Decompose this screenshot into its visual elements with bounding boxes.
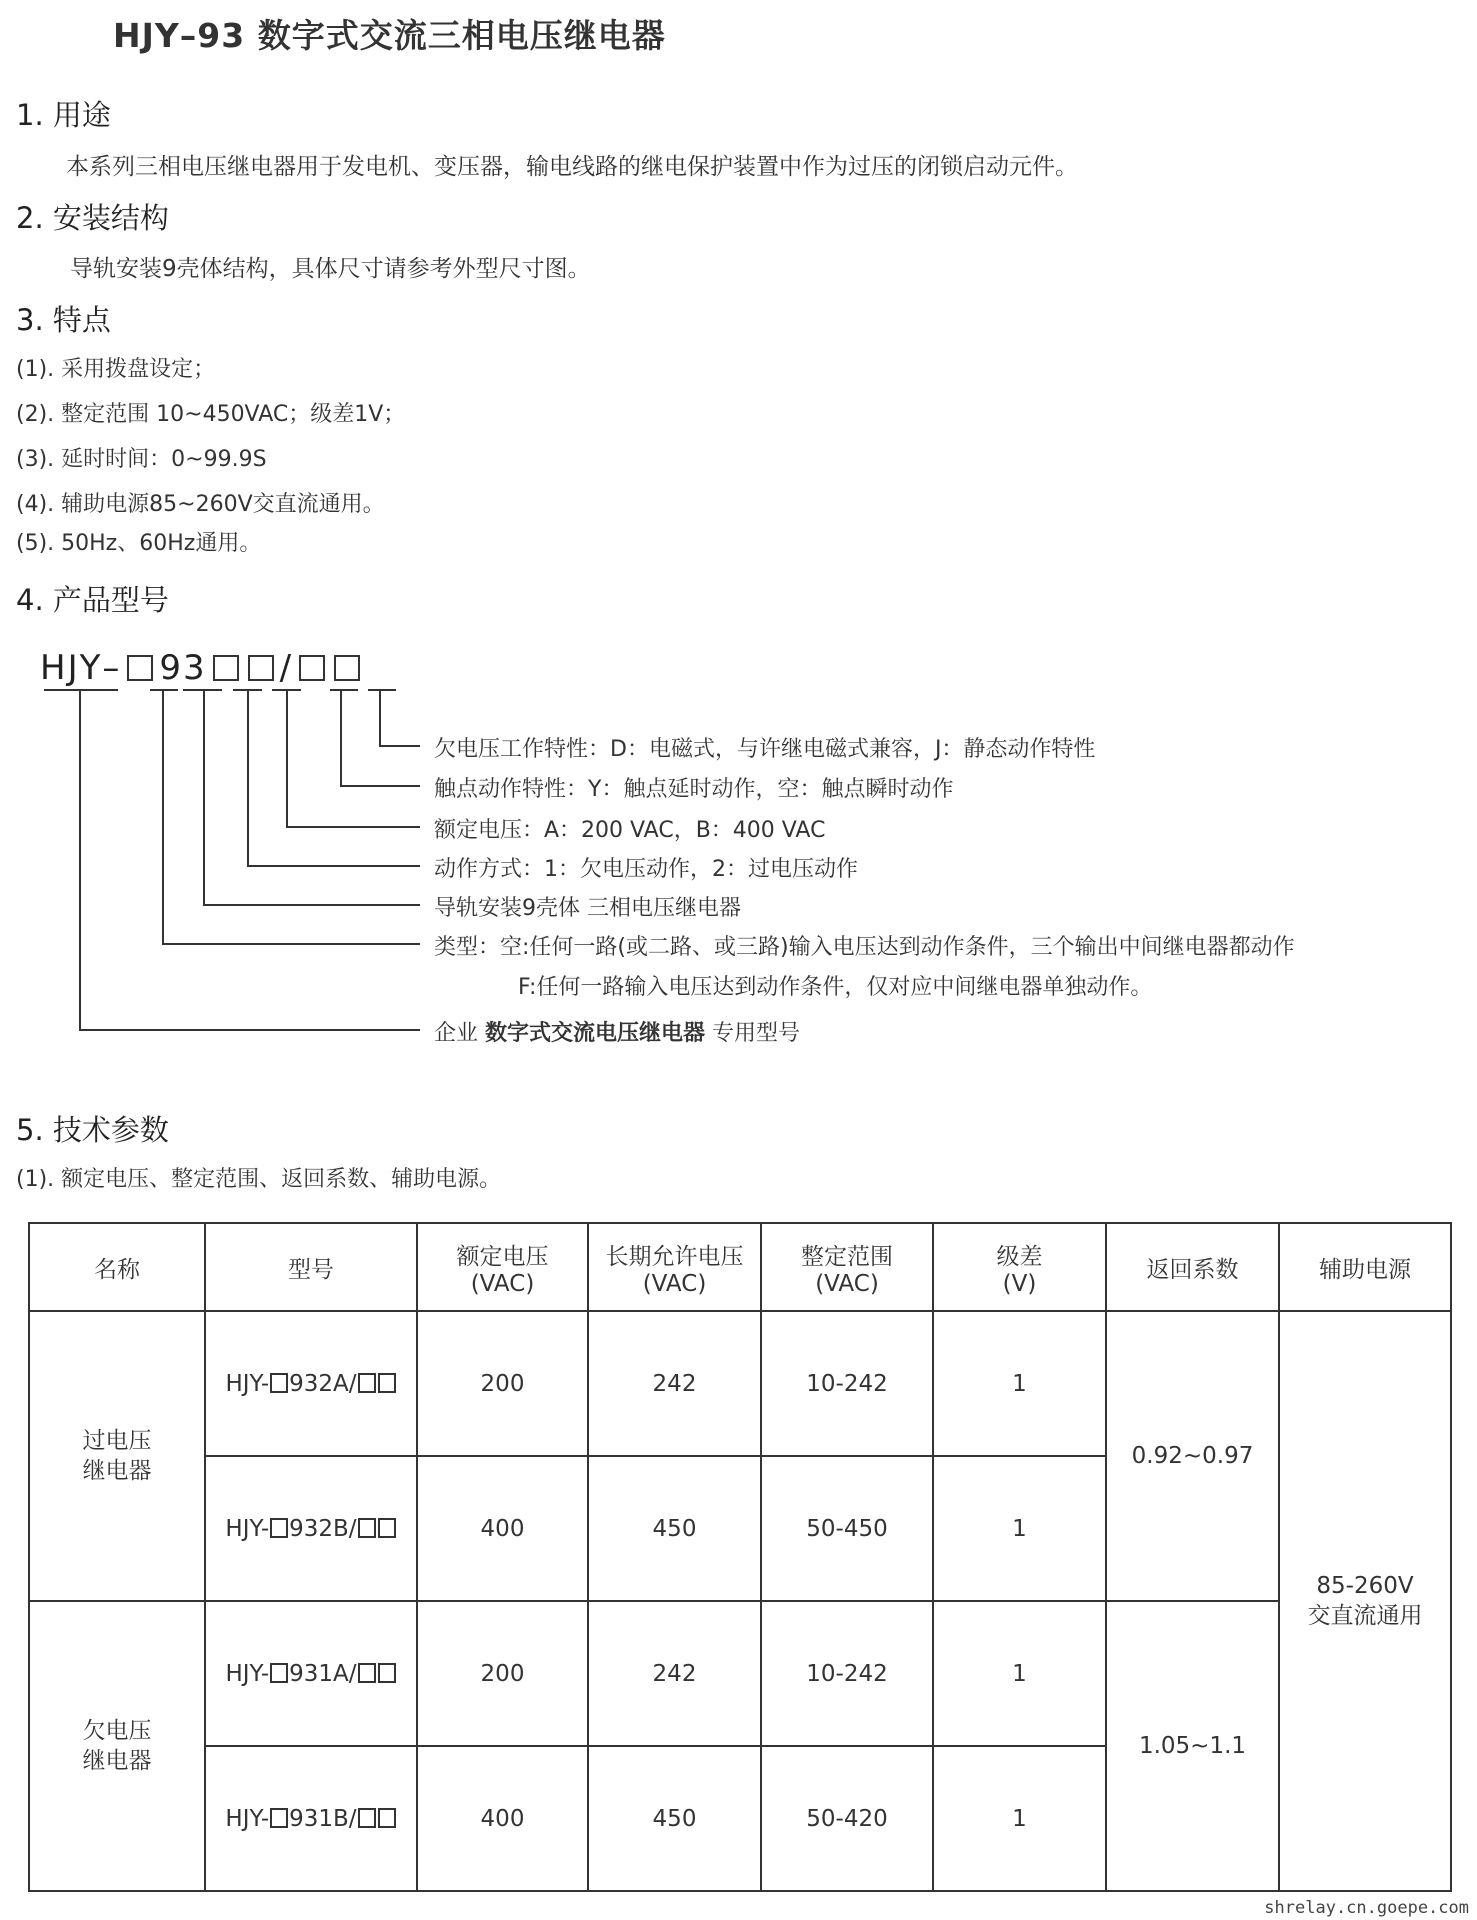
model-box — [358, 1808, 376, 1828]
th-allow-l2: (VAC) — [642, 1270, 707, 1297]
model-box — [270, 1373, 288, 1393]
th-allow-l1: 长期允许电压 — [605, 1243, 744, 1270]
feature-item: (1). 采用拨盘设定； — [16, 357, 216, 382]
model-mid: 932B/ — [289, 1515, 357, 1542]
leader-prefix — [80, 690, 420, 1030]
group-name-l1: 欠电压 — [82, 1718, 152, 1744]
model-box — [358, 1518, 376, 1538]
cell-allow: 242 — [588, 1311, 761, 1456]
watermark: shrelay.cn.goepe.com — [1264, 1898, 1469, 1918]
th-step — [933, 1223, 1106, 1311]
cell-return-over: 0.92~0.97 — [1106, 1311, 1279, 1601]
model-box — [270, 1808, 288, 1828]
feature-item: (3). 延时时间：0~99.9S — [16, 447, 267, 472]
cell-model — [205, 1456, 417, 1601]
cell-allow: 450 — [588, 1456, 761, 1601]
model-prefix: HJY- — [225, 1805, 270, 1832]
section-4-heading: 4. 产品型号 — [16, 583, 169, 617]
model-box — [270, 1663, 288, 1683]
th-range — [761, 1223, 933, 1311]
model-box — [378, 1373, 396, 1393]
table-header-row — [29, 1223, 1451, 1311]
th-rated — [417, 1223, 588, 1311]
feature-item: (5). 50Hz、60Hz通用。 — [16, 531, 262, 556]
model-box — [270, 1518, 288, 1538]
desc-prefix-pre: 企业 — [434, 1021, 485, 1046]
cell-step: 1 — [933, 1601, 1106, 1746]
section-1-text: 本系列三相电压继电器用于发电机、变压器，输电线路的继电保护装置中作为过压的闭锁启动元件。 — [66, 154, 1078, 180]
model-box — [378, 1808, 396, 1828]
cell-step: 1 — [933, 1311, 1106, 1456]
th-return: 返回系数 — [1106, 1223, 1279, 1311]
group-name-under — [29, 1601, 205, 1891]
cell-step: 1 — [933, 1456, 1106, 1601]
cell-model — [205, 1746, 417, 1891]
model-code-slash: / — [279, 648, 294, 688]
group-name-l1: 过电压 — [82, 1428, 152, 1454]
feature-item: (2). 整定范围 10~450VAC；级差1V； — [16, 402, 406, 427]
model-code-93: 93 — [159, 648, 207, 688]
desc-action: 动作方式：1：欠电压动作，2：过电压动作 — [434, 857, 858, 882]
th-aux: 辅助电源 — [1279, 1223, 1451, 1311]
cell-allow: 242 — [588, 1601, 761, 1746]
spec-table — [28, 1222, 1452, 1892]
model-mid: 931A/ — [289, 1660, 357, 1687]
th-name: 名称 — [29, 1223, 205, 1311]
desc-contact: 触点动作特性：Y：触点延时动作，空：触点瞬时动作 — [434, 777, 954, 802]
section-2-text: 导轨安装9壳体结构，具体尺寸请参考外型尺寸图。 — [70, 256, 591, 282]
page-title: HJY–93 数字式交流三相电压继电器 — [113, 16, 666, 55]
cell-rated: 400 — [417, 1746, 588, 1891]
model-box — [358, 1373, 376, 1393]
cell-model — [205, 1311, 417, 1456]
cell-range: 10-242 — [761, 1311, 933, 1456]
cell-step: 1 — [933, 1746, 1106, 1891]
model-box — [378, 1518, 396, 1538]
feature-item: (4). 辅助电源85~260V交直流通用。 — [16, 492, 385, 517]
cell-aux — [1279, 1311, 1451, 1891]
desc-prefix-post: 专用型号 — [705, 1021, 801, 1046]
desc-undervoltage: 欠电压工作特性：D：电磁式，与许继电磁式兼容，J：静态动作特性 — [434, 737, 1096, 762]
group-name-l2: 继电器 — [82, 1458, 152, 1484]
aux-l1: 85-260V — [1316, 1573, 1414, 1599]
cell-rated: 200 — [417, 1601, 588, 1746]
leader-93 — [204, 690, 420, 905]
cell-allow: 450 — [588, 1746, 761, 1891]
model-code-prefix: HJY– — [40, 648, 122, 688]
desc-voltage: 额定电压：A：200 VAC，B：400 VAC — [434, 818, 826, 843]
section-3-heading: 3. 特点 — [16, 303, 111, 337]
cell-range: 50-450 — [761, 1456, 933, 1601]
desc-prefix — [434, 1016, 800, 1047]
desc-type: 类型：空:任何一路(或二路、或三路)输入电压达到动作条件，三个输出中间继电器都动作 — [434, 935, 1295, 960]
desc-93: 导轨安装9壳体 三相电压继电器 — [434, 896, 741, 921]
th-range-l2: (VAC) — [815, 1270, 879, 1297]
cell-range: 50-420 — [761, 1746, 933, 1891]
th-step-l1: 级差 — [996, 1243, 1043, 1270]
cell-rated: 400 — [417, 1456, 588, 1601]
leader-undervoltage — [380, 690, 420, 746]
cell-model — [205, 1601, 417, 1746]
group-name-l2: 继电器 — [82, 1748, 152, 1774]
aux-l2: 交直流通用 — [1307, 1603, 1423, 1629]
section-2-heading: 2. 安装结构 — [16, 201, 169, 235]
section-5-heading: 5. 技术参数 — [16, 1113, 169, 1147]
th-model: 型号 — [205, 1223, 417, 1311]
th-step-l2: (V) — [1002, 1270, 1037, 1297]
model-box — [378, 1663, 396, 1683]
desc-type-f: F:任何一路输入电压达到动作条件，仅对应中间继电器单独动作。 — [518, 975, 1153, 1000]
group-name-over — [29, 1311, 205, 1601]
model-prefix: HJY- — [225, 1660, 270, 1687]
section-1-heading: 1. 用途 — [16, 98, 111, 132]
model-mid: 931B/ — [289, 1805, 357, 1832]
th-allow — [588, 1223, 761, 1311]
cell-range: 10-242 — [761, 1601, 933, 1746]
section-5-text: (1). 额定电压、整定范围、返回系数、辅助电源。 — [16, 1167, 502, 1192]
table-row — [29, 1311, 1451, 1456]
model-mid: 932A/ — [289, 1370, 357, 1397]
model-prefix: HJY- — [225, 1370, 270, 1397]
table-row — [29, 1601, 1451, 1746]
model-prefix: HJY- — [225, 1515, 270, 1542]
cell-return-under: 1.05~1.1 — [1106, 1601, 1279, 1891]
th-rated-l2: (VAC) — [470, 1270, 535, 1297]
leader-voltage — [287, 690, 420, 827]
th-rated-l1: 额定电压 — [456, 1243, 549, 1270]
cell-rated: 200 — [417, 1311, 588, 1456]
leader-action — [248, 690, 420, 866]
desc-prefix-bold: 数字式交流电压继电器 — [485, 1021, 706, 1046]
th-range-l1: 整定范围 — [801, 1243, 893, 1270]
model-box — [358, 1663, 376, 1683]
